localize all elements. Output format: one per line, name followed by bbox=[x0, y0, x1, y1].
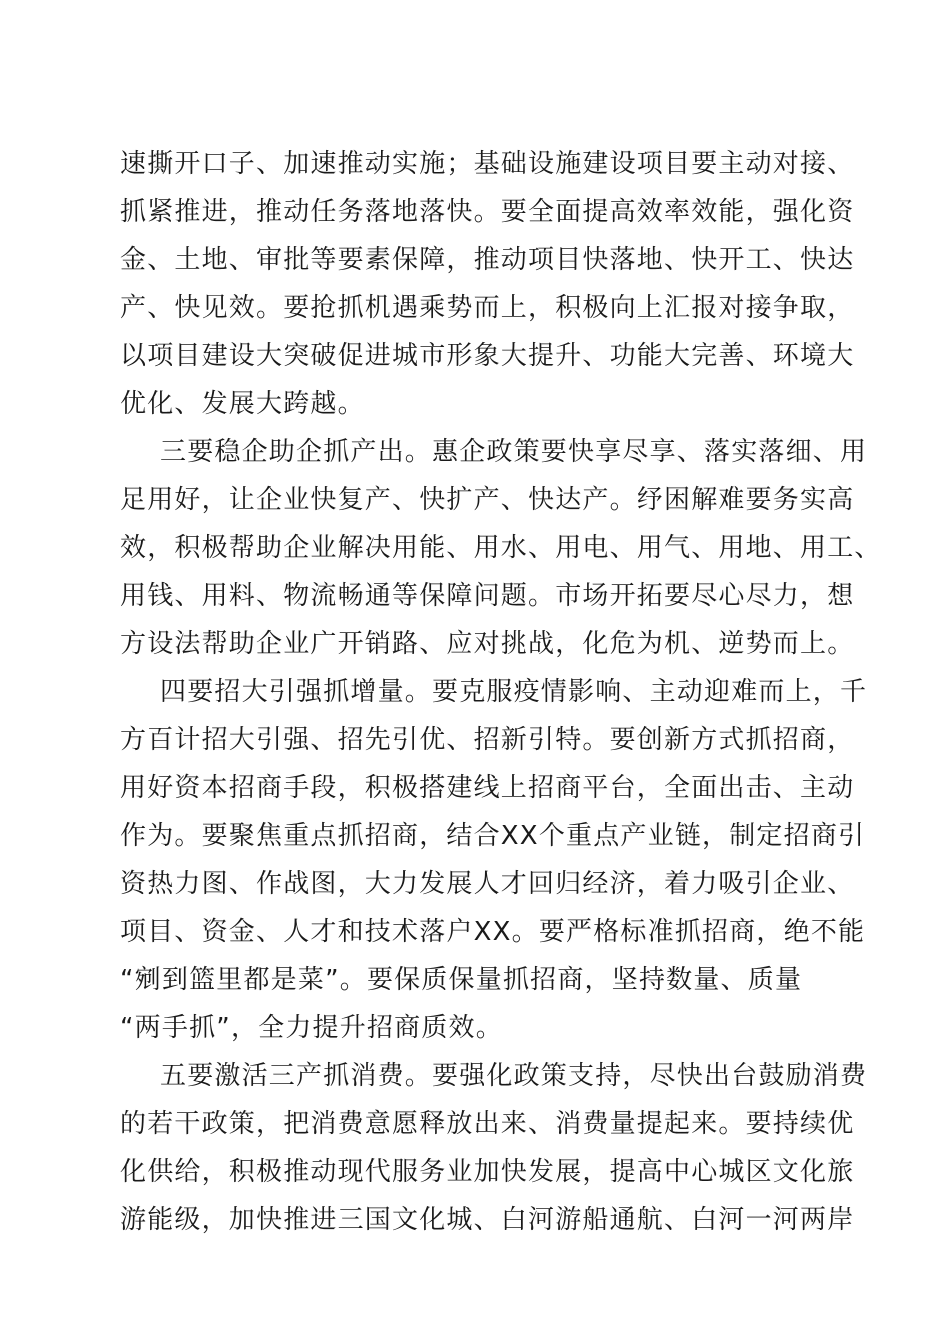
text-line: 资热力图、作战图，大力发展人才回归经济，着力吸引企业、 bbox=[120, 869, 855, 899]
paragraph-heading-line: 四要招大引强抓增量。要克服疫情影响、主动迎难而上，千 bbox=[160, 677, 868, 707]
text-line: 方设法帮助企业广开销路、应对挑战，化危为机、逆势而上。 bbox=[120, 629, 855, 659]
text-line: 用好资本招商手段，积极搭建线上招商平台，全面出击、主动 bbox=[120, 773, 855, 803]
paragraph-heading-line: 五要激活三产抓消费。要强化政策支持，尽快出台鼓励消费 bbox=[160, 1061, 868, 1091]
text-line: 金、土地、审批等要素保障，推动项目快落地、快开工、快达 bbox=[120, 245, 855, 275]
paragraph-heading-line: 三要稳企助企抓产出。惠企政策要快享尽享、落实落细、用 bbox=[160, 437, 868, 467]
text-line: 抓紧推进，推动任务落地落快。要全面提高效率效能，强化资 bbox=[120, 197, 855, 227]
text-line: 作为。要聚焦重点抓招商，结合XX个重点产业链，制定招商引 bbox=[120, 821, 866, 851]
text-line: “两手抓”，全力提升招商质效。 bbox=[120, 1013, 503, 1043]
text-line: 以项目建设大突破促进城市形象大提升、功能大完善、环境大 bbox=[120, 341, 855, 371]
text-line: “剜到篮里都是菜”。要保质保量抓招商，坚持数量、质量 bbox=[120, 965, 803, 995]
text-line: 游能级，加快推进三国文化城、白河游船通航、白河一河两岸 bbox=[120, 1205, 855, 1235]
text-line: 效，积极帮助企业解决用能、用水、用电、用气、用地、用工、 bbox=[120, 533, 882, 563]
text-line: 的若干政策，把消费意愿释放出来、消费量提起来。要持续优 bbox=[120, 1109, 855, 1139]
text-line: 速撕开口子、加速推动实施；基础设施建设项目要主动对接、 bbox=[120, 149, 855, 179]
text-line: 足用好，让企业快复产、快扩产、快达产。纾困解难要务实高 bbox=[120, 485, 855, 515]
text-line: 用钱、用料、物流畅通等保障问题。市场开拓要尽心尽力，想 bbox=[120, 581, 855, 611]
text-line: 产、快见效。要抢抓机遇乘势而上，积极向上汇报对接争取， bbox=[120, 293, 855, 323]
text-line: 方百计招大引强、招先引优、招新引特。要创新方式抓招商， bbox=[120, 725, 855, 755]
text-line: 项目、资金、人才和技术落户XX。要严格标准抓招商，绝不能 bbox=[120, 917, 866, 947]
text-line: 化供给，积极推动现代服务业加快发展，提高中心城区文化旅 bbox=[120, 1157, 855, 1187]
text-line: 优化、发展大跨越。 bbox=[120, 389, 365, 419]
